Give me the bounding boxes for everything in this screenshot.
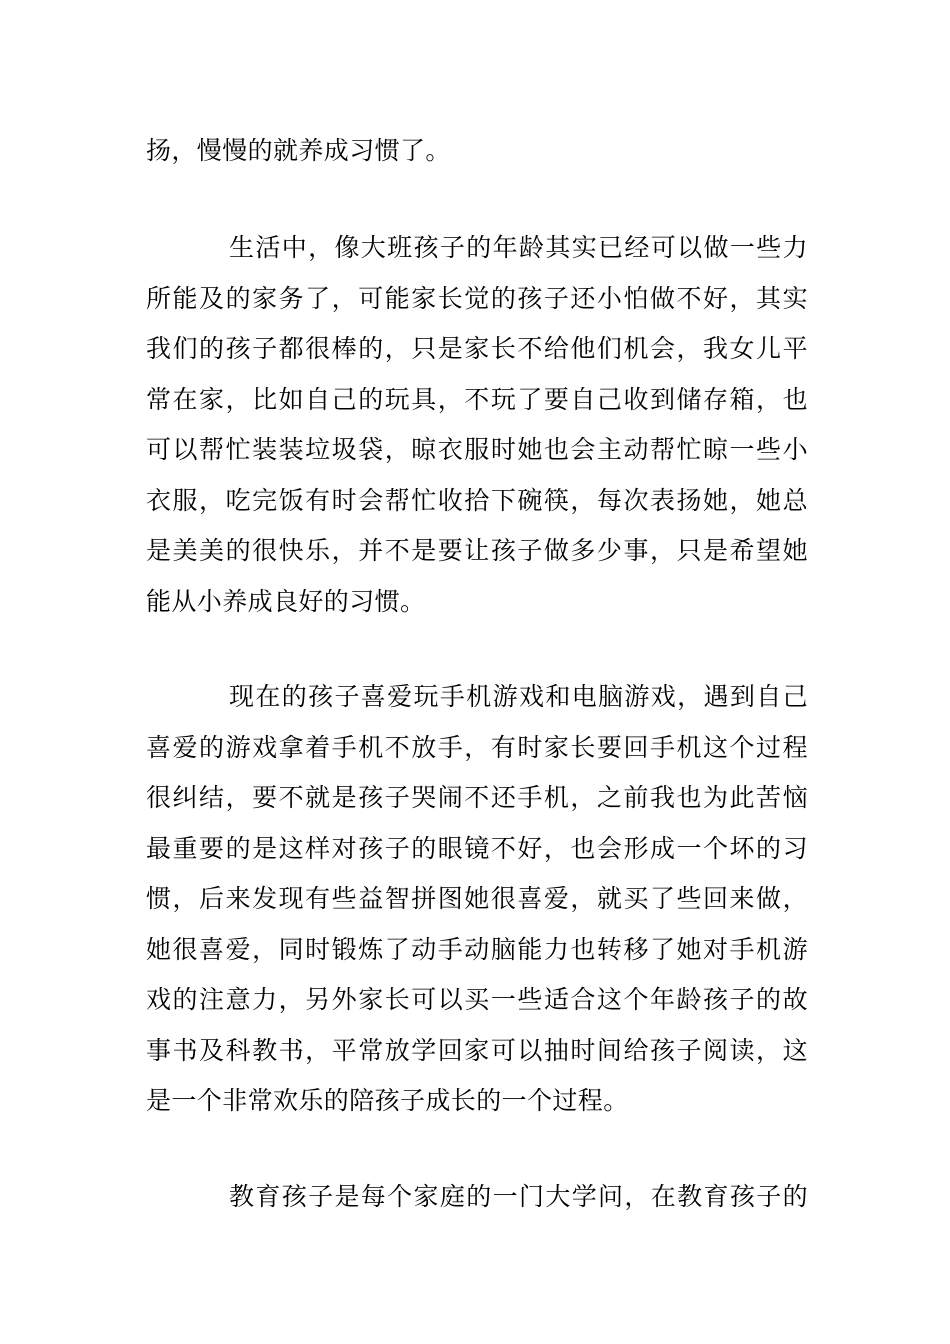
paragraph-line: 惯，后来发现有些益智拼图她很喜爱，就买了些回来做，	[146, 884, 808, 913]
paragraph-line: 可以帮忙装装垃圾袋，晾衣服时她也会主动帮忙晾一些小	[146, 435, 808, 464]
paragraph-line: 扬，慢慢的就养成习惯了。	[146, 136, 451, 165]
paragraph-line: 所能及的家务了，可能家长觉的孩子还小怕做不好，其实	[146, 283, 808, 313]
paragraph-line: 是美美的很快乐，并不是要让孩子做多少事，只是希望她	[146, 536, 808, 565]
paragraph-line: 我们的孩子都很棒的，只是家长不给他们机会，我女儿平	[146, 334, 808, 363]
paragraph-2	[146, 223, 808, 627]
paragraph-line: 喜爱的游戏拿着手机不放手，有时家长要回手机这个过程	[146, 732, 808, 762]
paragraph-1	[146, 126, 808, 177]
paragraph-3	[146, 672, 808, 1127]
paragraph-line: 她很喜爱，同时锻炼了动手动脑能力也转移了她对手机游	[146, 934, 808, 964]
paragraph-line: 事书及科教书，平常放学回家可以抽时间给孩子阅读，这	[146, 1035, 808, 1065]
paragraph-line: 教育孩子是每个家庭的一门大学问，在教育孩子的	[229, 1182, 808, 1211]
paragraph-line: 是一个非常欢乐的陪孩子成长的一个过程。	[146, 1086, 629, 1115]
paragraph-line: 最重要的是这样对孩子的眼镜不好，也会形成一个坏的习	[146, 833, 808, 863]
paragraph-line: 生活中，像大班孩子的年龄其实已经可以做一些力	[229, 233, 808, 262]
paragraph-line: 很纠结，要不就是孩子哭闹不还手机，之前我也为此苦恼	[146, 783, 808, 812]
paragraph-line: 衣服，吃完饭有时会帮忙收拾下碗筷，每次表扬她，她总	[146, 485, 808, 515]
paragraph-4	[146, 1172, 808, 1223]
paragraph-line: 能从小养成良好的习惯。	[146, 586, 426, 616]
paragraph-line: 常在家，比如自己的玩具，不玩了要自己收到储存箱，也	[146, 384, 808, 414]
paragraph-line: 戏的注意力，另外家长可以买一些适合这个年龄孩子的故	[146, 985, 808, 1014]
paragraph-line: 现在的孩子喜爱玩手机游戏和电脑游戏，遇到自己	[229, 682, 808, 711]
